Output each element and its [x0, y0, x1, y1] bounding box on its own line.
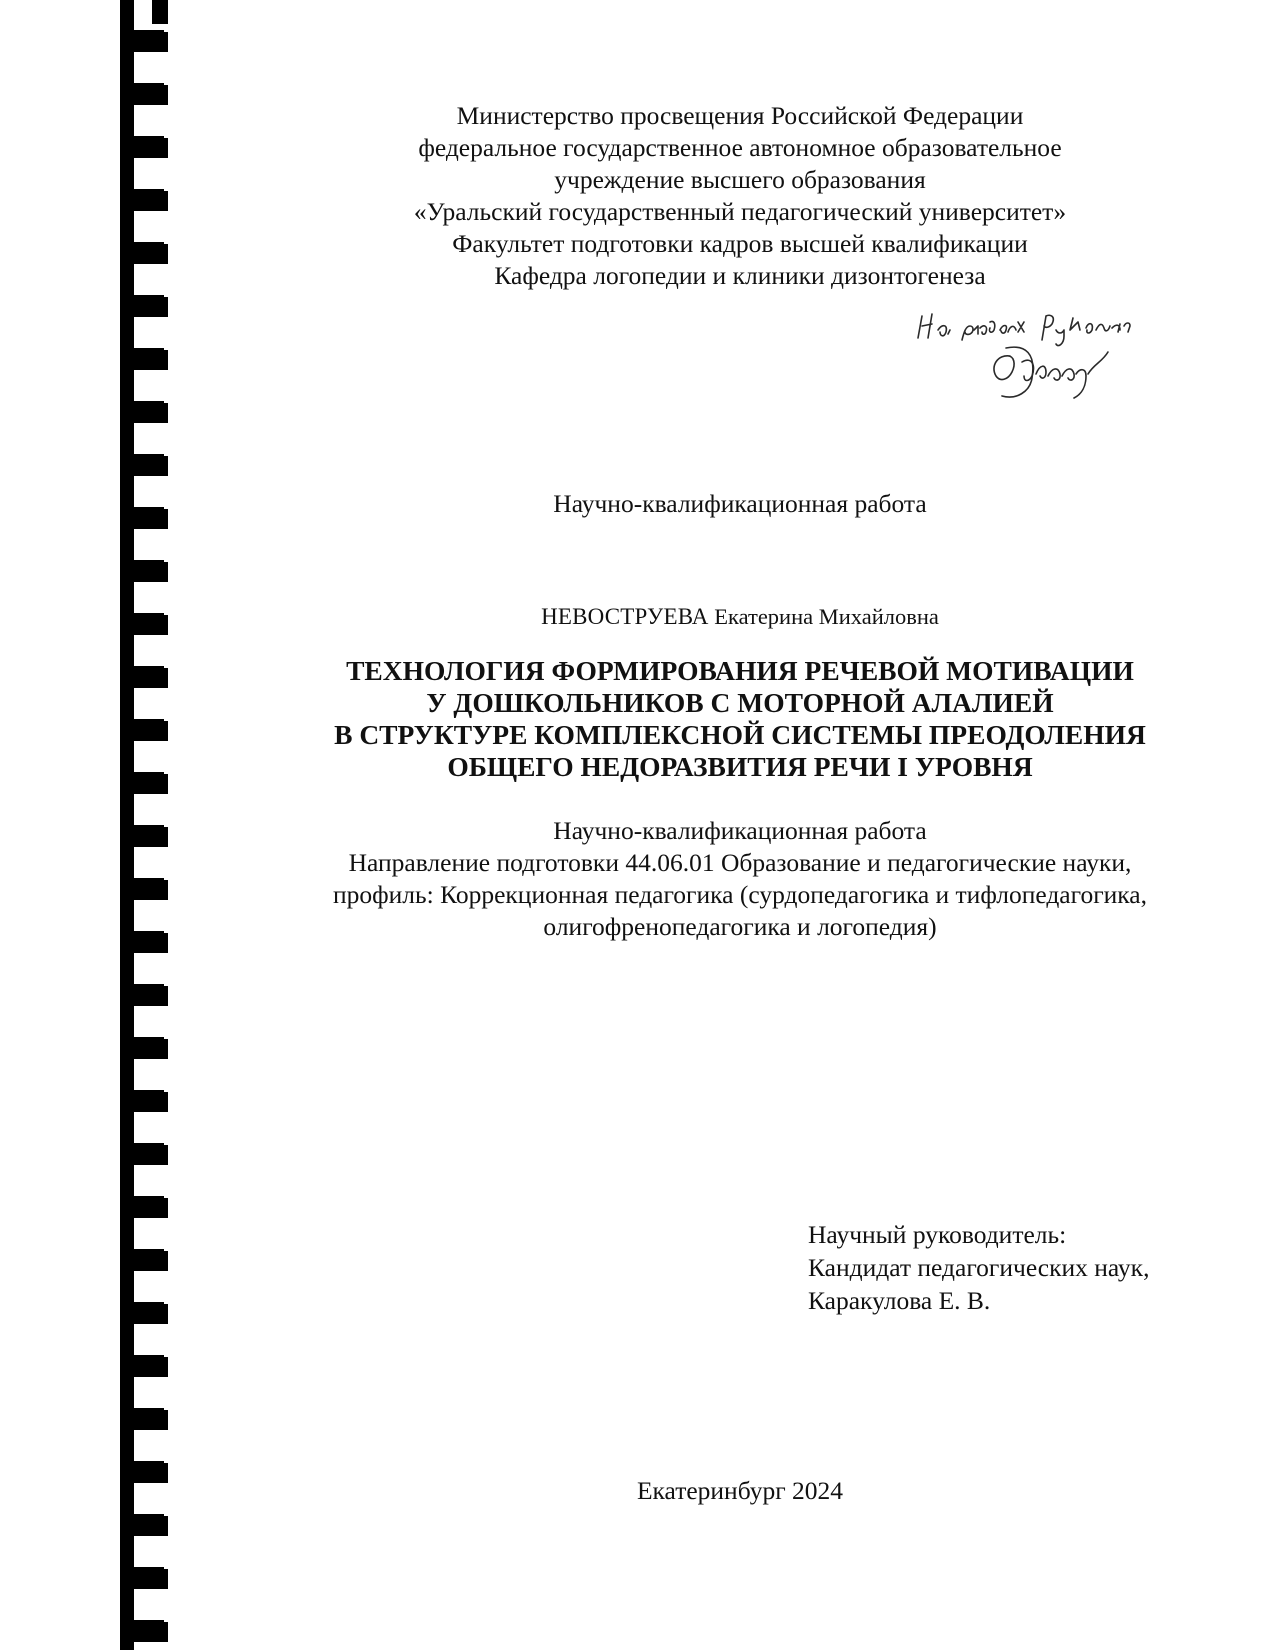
- binding-ring: [152, 1304, 168, 1324]
- binding-ring: [152, 933, 168, 953]
- binding-ring: [152, 85, 168, 105]
- binding-ring: [152, 880, 168, 900]
- header-line-university: «Уральский государственный педагогический университет»: [413, 197, 1067, 226]
- title-line: ТЕХНОЛОГИЯ ФОРМИРОВАНИЯ РЕЧЕВОЙ МОТИВАЦИИ: [346, 655, 1134, 686]
- work-type-heading: Научно-квалификационная работа: [553, 489, 927, 518]
- binding-ring: [152, 1622, 168, 1642]
- header-line-education-level: учреждение высшего образования: [554, 165, 926, 194]
- spiral-binding-strip: [90, 0, 170, 1650]
- binding-ring: [152, 615, 168, 635]
- binding-ring: [152, 1198, 168, 1218]
- institution-header: [300, 100, 1180, 292]
- details-profile: профиль: Коррекционная педагогика (сурдопедагогика и тифлопедагогика,: [332, 880, 1147, 909]
- binding-ring: [152, 191, 168, 211]
- binding-ring: [152, 1569, 168, 1589]
- binding-svg: [90, 0, 170, 1650]
- binding-ring: [152, 1463, 168, 1483]
- binding-cap: [152, 0, 168, 24]
- title-line: В СТРУКТУРЕ КОМПЛЕКСНОЙ СИСТЕМЫ ПРЕОДОЛЕНИЯ: [334, 719, 1146, 750]
- title-line: У ДОШКОЛЬНИКОВ С МОТОРНОЙ АЛАЛИЕЙ: [426, 687, 1054, 718]
- binding-ring: [152, 297, 168, 317]
- binding-ring: [152, 350, 168, 370]
- binding-ring: [152, 562, 168, 582]
- binding-ring: [152, 774, 168, 794]
- supervisor-block: [808, 1218, 1149, 1317]
- header-line-department: Кафедра логопедии и клиники дизонтогенеза: [494, 261, 986, 290]
- header-line-ministry: Министерство просвещения Российской Федерации: [456, 101, 1024, 130]
- binding-ring: [152, 1145, 168, 1165]
- details-direction: Направление подготовки 44.06.01 Образование и педагогические науки,: [348, 848, 1132, 877]
- binding-ring: [152, 32, 168, 52]
- binding-ring: [152, 1410, 168, 1430]
- supervisor-label: Научный руководитель:: [808, 1220, 1067, 1249]
- binding-ring: [152, 456, 168, 476]
- binding-ring: [152, 721, 168, 741]
- supervisor-name: Каракулова Е. В.: [808, 1286, 991, 1315]
- supervisor-degree: Кандидат педагогических наук,: [808, 1253, 1150, 1282]
- binding-ring: [152, 1251, 168, 1271]
- binding-ring: [152, 668, 168, 688]
- binding-ring: [152, 1092, 168, 1112]
- binding-ring: [152, 138, 168, 158]
- binding-ring: [152, 1516, 168, 1536]
- binding-ring: [152, 509, 168, 529]
- binding-ring: [152, 827, 168, 847]
- binding-ring: [152, 1039, 168, 1059]
- author-surname: НЕВОСТРУЕВА: [541, 604, 709, 629]
- binding-ring: [152, 1357, 168, 1377]
- handwritten-annotation-signature: [910, 300, 1180, 410]
- header-line-institution-type: федеральное государственное автономное образовательное: [418, 133, 1062, 162]
- details-work-type: Научно-квалификационная работа: [553, 816, 927, 845]
- binding-ring: [152, 244, 168, 264]
- details-profile-continued: олигофренопедагогика и логопедия): [543, 912, 937, 941]
- author-given-names: Екатерина Михайловна: [714, 604, 939, 629]
- author-name: [300, 603, 1180, 631]
- thesis-title: [300, 655, 1180, 783]
- binding-ring: [152, 403, 168, 423]
- handwriting-signature-icon: [910, 300, 1180, 410]
- binding-ring: [152, 986, 168, 1006]
- city-and-year: Екатеринбург 2024: [636, 1476, 844, 1505]
- header-line-faculty: Факультет подготовки кадров высшей квалификации: [452, 229, 1028, 258]
- work-details: [300, 815, 1180, 943]
- title-line: ОБЩЕГО НЕДОРАЗВИТИЯ РЕЧИ I УРОВНЯ: [447, 751, 1033, 782]
